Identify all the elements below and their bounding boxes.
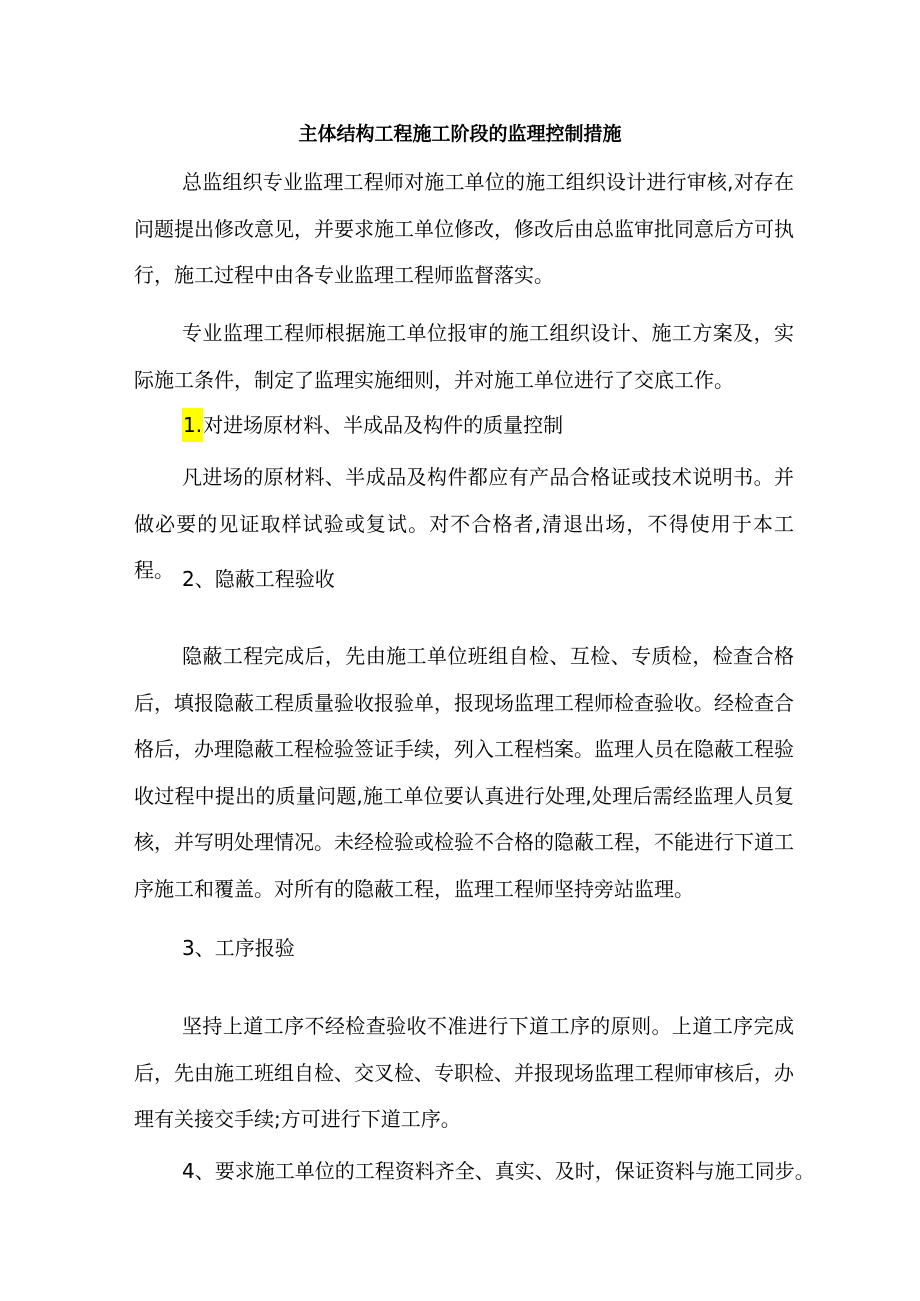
- paragraph-implementation-rules: 专业监理工程师根据施工单位报审的施工组织设计、施工方案及，实际施工条件，制定了监理实施细则，并对施工单位进行了交底工作。: [134, 321, 794, 392]
- paragraph-concealed-works-acceptance: 隐蔽工程完成后，先由施工单位班组自检、互检、专质检，检查合格后，填报隐蔽工程质量验收报验单，报现场监理工程师检查验收。经检查合格后，办理隐蔽工程检验签证手续，列入工程档案。监理人员在隐蔽工程验收过程中提出的质量问题,施工单位要认真进行处理,处理后需经监理人员复核，并写明处理情况。未经检验或检验不合格的隐蔽工程，不能进行下道工序施工和覆盖。对所有的隐蔽工程，监理工程师坚持旁站监理。: [134, 644, 794, 901]
- paragraph-design-review: 总监组织专业监理工程师对施工单位的施工组织设计进行审核,对存在问题提出修改意见，并要求施工单位修改，修改后由总监审批同意后方可执行，施工过程中由各专业监理工程师监督落实。: [134, 170, 794, 287]
- section-heading-concealed-works: 2、隐蔽工程验收: [182, 567, 335, 591]
- highlighted-section-number: 1.: [182, 408, 203, 442]
- section-heading-materials: [182, 402, 563, 449]
- paragraph-materials-certificates: 凡进场的原材料、半成品及构件都应有产品合格证或技术说明书。并做必要的见证取样试验或复试。对不合格者,清退出场，不得使用于本工程。: [134, 465, 794, 582]
- section-heading-process-inspection: 3、工序报验: [182, 936, 295, 960]
- document-title: 主体结构工程施工阶段的监理控制措施: [298, 123, 622, 145]
- section-heading-documentation: 4、要求施工单位的工程资料齐全、真实、及时，保证资料与施工同步。: [182, 1159, 815, 1183]
- section-heading-text: 对进场原材料、半成品及构件的质量控制: [203, 413, 564, 437]
- paragraph-process-inspection: 坚持上道工序不经检查验收不准进行下道工序的原则。上道工序完成后，先由施工班组自检、交叉检、专职检、并报现场监理工程师审核后，办理有关接交手续;方可进行下道工序。: [134, 1014, 794, 1131]
